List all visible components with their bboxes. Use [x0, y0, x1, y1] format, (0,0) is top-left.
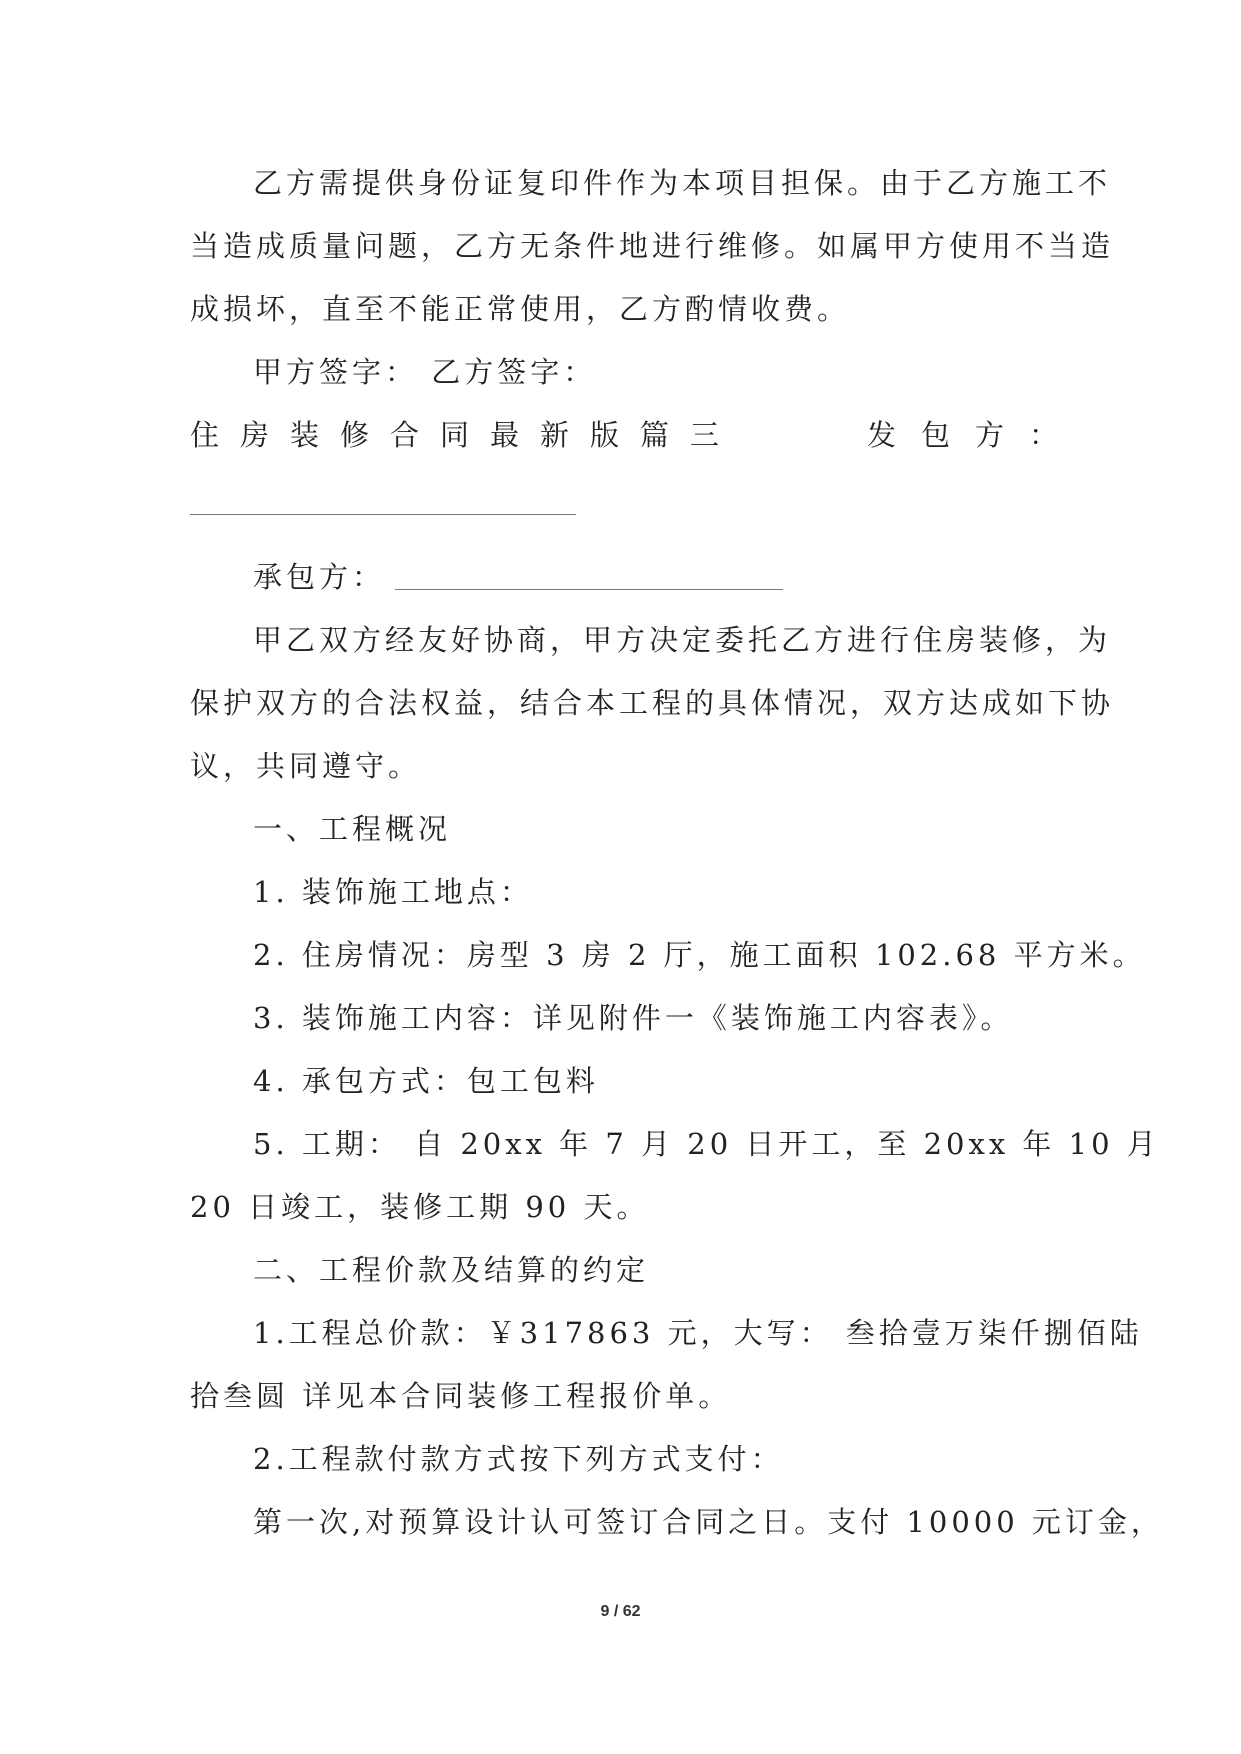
signature-line: 甲方签字： 乙方签字：	[253, 355, 597, 389]
contractor-line	[253, 557, 1060, 597]
paragraph-line: 当造成质量问题，乙方无条件地进行维修。如属甲方使用不当造	[190, 229, 1115, 263]
list-item: 5. 工期： 自 20xx 年 7 月 20 日开工，至 20xx 年 10 月	[253, 1127, 1160, 1161]
contractor-blank-line	[395, 589, 783, 590]
paragraph-line: 乙方需提供身份证复印件作为本项目担保。由于乙方施工不	[253, 166, 1112, 200]
list-item-continued: 20 日竣工，装修工期 90 天。	[190, 1190, 650, 1224]
paragraph-line: 成损坏，直至不能正常使用，乙方酌情收费。	[190, 292, 851, 326]
list-item: 2. 住房情况：房型 3 房 2 厅，施工面积 102.68 平方米。	[253, 938, 1146, 972]
employer-label: 发包方：	[867, 418, 1084, 452]
heading-price-settlement: 二、工程价款及结算的约定	[253, 1253, 650, 1287]
list-item: 4. 承包方式：包工包料	[253, 1064, 599, 1098]
page-number: 9 / 62	[600, 1603, 641, 1620]
list-item: 2.工程款付款方式按下列方式支付：	[253, 1442, 784, 1476]
paragraph-line: 第一次,对预算设计认可签订合同之日。支付 10000 元订金，	[253, 1505, 1164, 1539]
list-item: 3. 装饰施工内容：详见附件一《装饰施工内容表》。	[253, 1001, 1014, 1035]
list-item: 1. 装饰施工地点：	[253, 875, 533, 909]
contractor-label: 承包方：	[253, 560, 386, 594]
employer-blank-line	[190, 514, 576, 515]
section-title: 住房装修合同最新版篇三	[190, 418, 741, 452]
list-item: 1.工程总价款：￥317863 元，大写： 叁拾壹万柒仟捌佰陆	[253, 1316, 1143, 1350]
paragraph-line: 议，共同遵守。	[190, 749, 422, 783]
list-item-continued: 拾叁圆 详见本合同装修工程报价单。	[190, 1379, 732, 1413]
heading-project-overview: 一、工程概况	[253, 812, 452, 846]
paragraph-line: 甲乙双方经友好协商，甲方决定委托乙方进行住房装修，为	[253, 623, 1112, 657]
paragraph-line: 保护双方的合法权益，结合本工程的具体情况，双方达成如下协	[190, 686, 1115, 720]
